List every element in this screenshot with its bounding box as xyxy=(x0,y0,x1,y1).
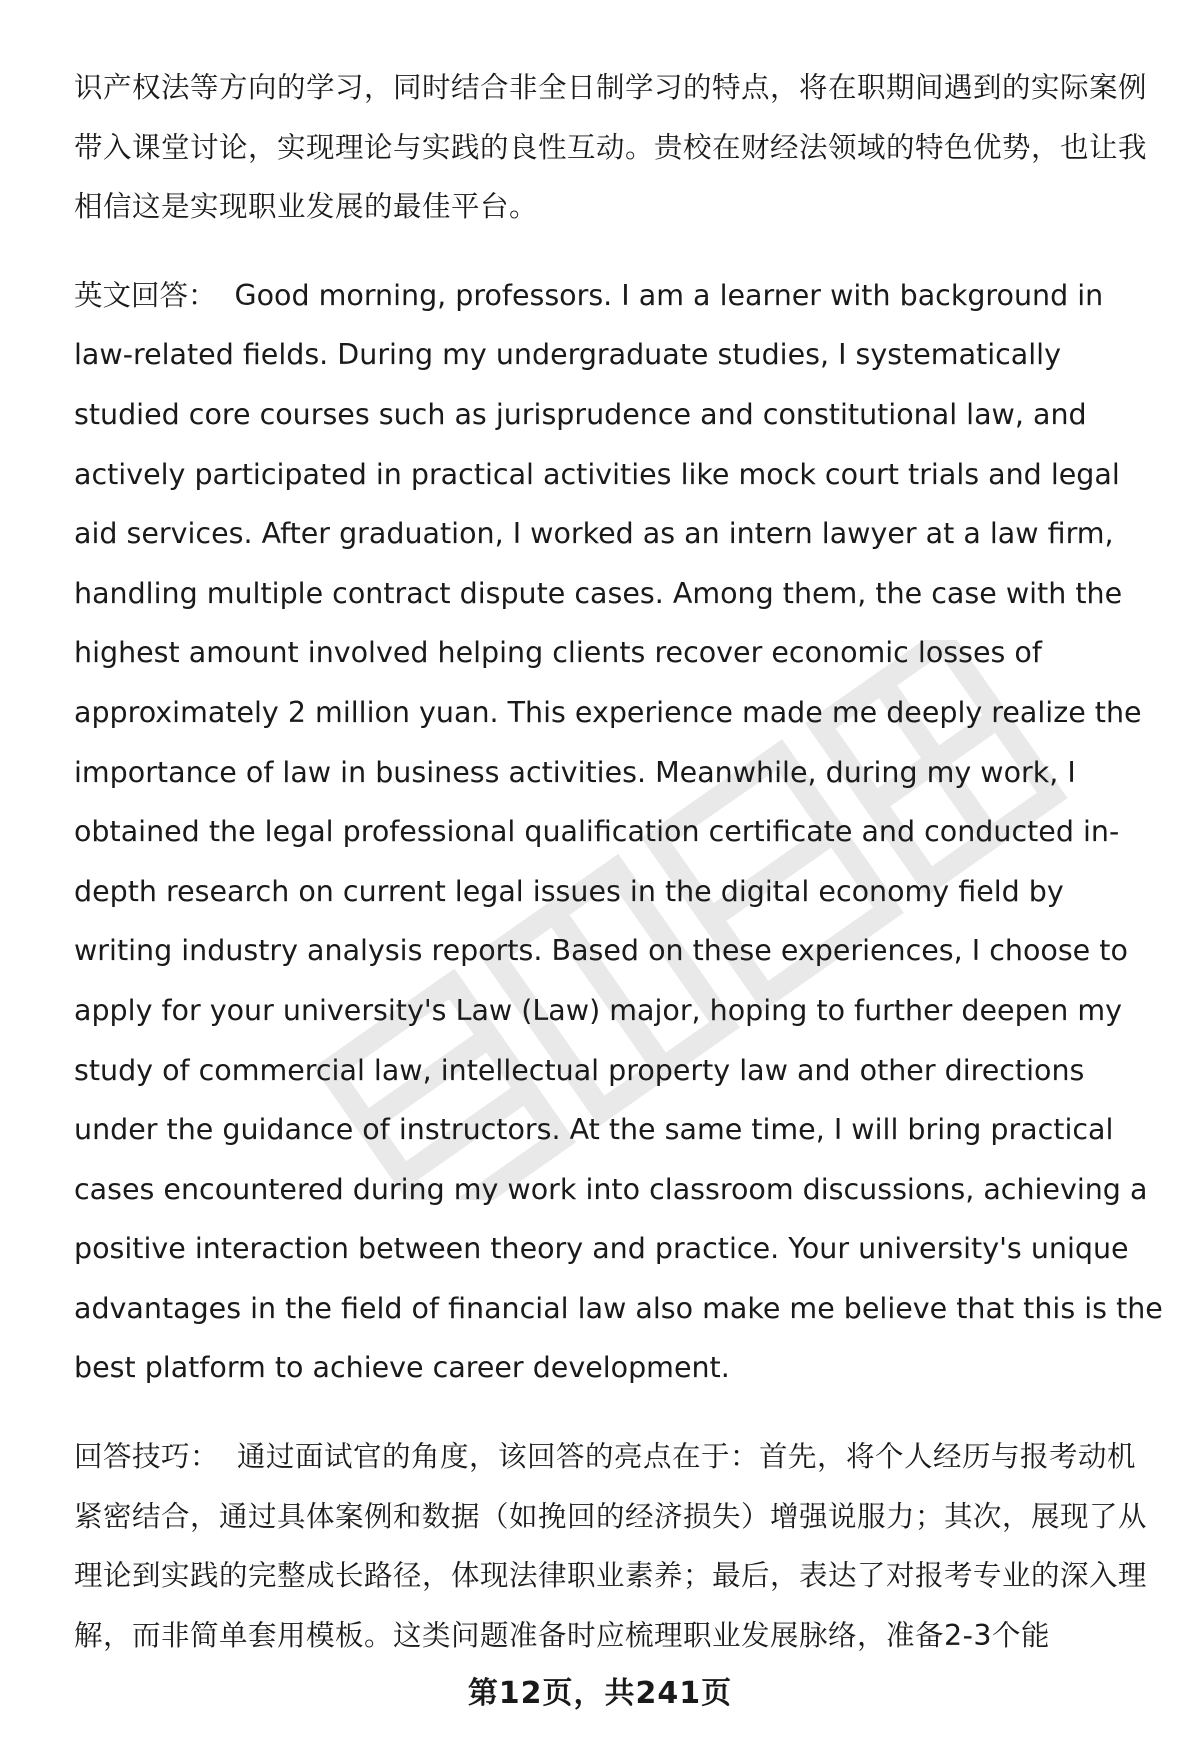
english-answer-paragraph xyxy=(74,266,1164,1398)
tips-paragraph xyxy=(74,1427,1164,1665)
tips-text: 通过面试官的角度，该回答的亮点在于：首先，将个人经历与报考动机紧密结合，通过具体案例和数据（如挽回的经济损失）增强说服力；其次，展现了从理论到实践的完整成长路径，体现法律职业素养；最后，表达了对报考专业的深入理解，而非简单套用模板。这类问题准备时应梳理职业发展脉络，准备2-3个能 xyxy=(74,1440,1148,1652)
intro-paragraph: 识产权法等方向的学习，同时结合非全日制学习的特点，将在职期间遇到的实际案例带入课堂讨论，实现理论与实践的良性互动。贵校在财经法领域的特色优势，也让我相信这是实现职业发展的最佳平台。 xyxy=(74,71,1148,224)
tips-label: 回答技巧： xyxy=(74,1440,220,1474)
page-number-footer: 第12页，共241页 xyxy=(467,1676,733,1711)
english-answer-label: 英文回答： xyxy=(74,278,217,312)
document-page xyxy=(74,58,1164,1665)
english-answer-text: Good morning, professors. I am a learner with background in law-related fields. During my undergraduate studies, I systematically studied core courses such as jurisprudence and constitutional law, and actively participated in practical activities like mock court trials and legal aid services. After graduation, I worked as an intern lawyer at a law firm, handling multiple contract dispute cases. Among them, the case with the highest amount involved helping clients recover economic losses of approximately 2 million yuan. This experience made me deeply realize the importance of law in business activities. Meanwhile, during my work, I obtained the legal professional qualification certificate and conducted in-depth research on current legal issues in the digital economy field by writing industry analysis reports. Based on these experiences, I choose to apply for your university's Law (Law) major, hoping to further deepen my study of commercial law, intellectual property law and other directions under the guidance of instructors. At the same time, I will bring practical cases encountered during my work into classroom discussions, achieving a positive interaction between theory and practice. Your university's unique advantages in the field of financial law also make me believe that this is the best platform to achieve career development. xyxy=(74,278,1163,1385)
